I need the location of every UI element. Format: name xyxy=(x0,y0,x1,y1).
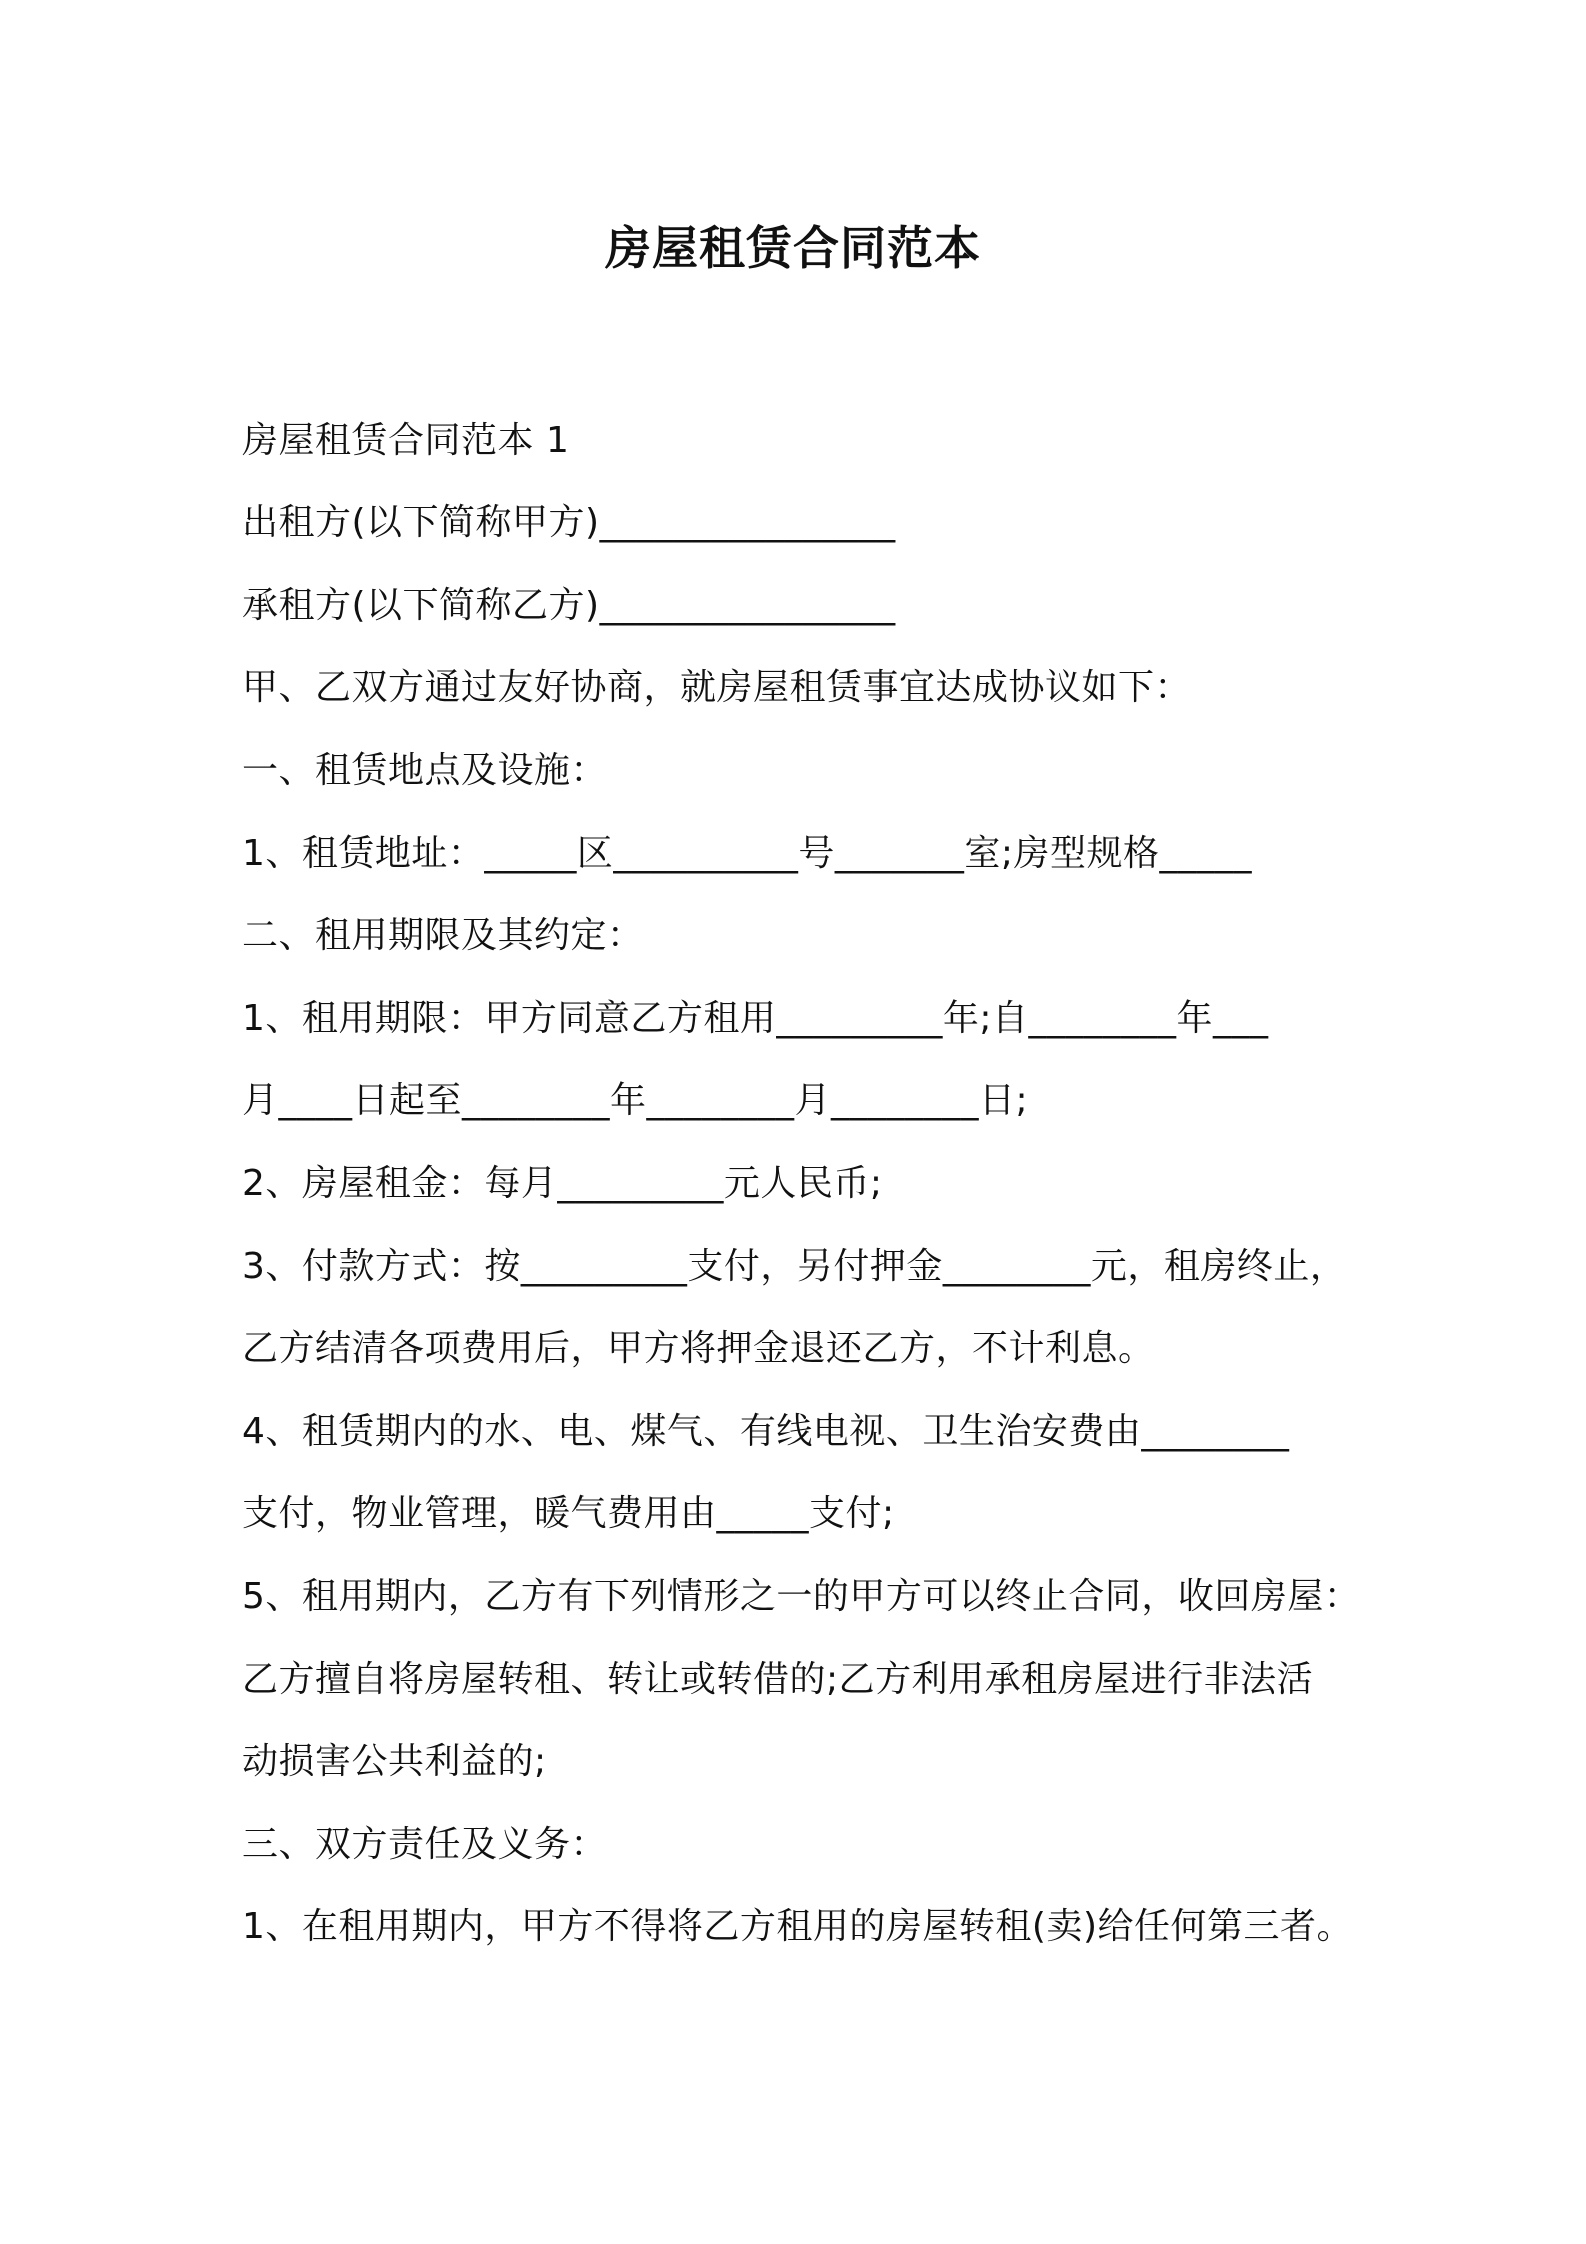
clause-utilities-line-1: 4、租赁期内的水、电、煤气、有线电视、卫生治安费由________ xyxy=(242,1411,1290,1452)
clause-rent: 2、房屋租金：每月_________元人民币; xyxy=(242,1163,883,1204)
article-1-heading: 一、租赁地点及设施： xyxy=(242,750,608,791)
clause-term-line-1: 1、租用期限：甲方同意乙方租用_________年;自________年___ xyxy=(242,998,1269,1039)
clause-address: 1、租赁地址：_____区__________号_______室;房型规格_____ xyxy=(242,833,1253,874)
article-3-heading: 三、双方责任及义务： xyxy=(242,1824,608,1865)
clause-utilities-line-2: 支付，物业管理，暖气费用由_____支付; xyxy=(242,1493,895,1534)
clause-termination-line-2: 乙方擅自将房屋转租、转让或转借的;乙方利用承租房屋进行非法活 xyxy=(242,1659,1314,1700)
lessor-line: 出租方(以下简称甲方)________________ xyxy=(242,502,896,543)
section-heading-1: 房屋租赁合同范本 1 xyxy=(242,420,570,461)
clause-no-sublet: 1、在租用期内，甲方不得将乙方租用的房屋转租(卖)给任何第三者。 xyxy=(242,1906,1353,1947)
clause-payment-line-2: 乙方结清各项费用后，甲方将押金退还乙方，不计利息。 xyxy=(242,1328,1155,1369)
agreement-intro: 甲、乙双方通过友好协商，就房屋租赁事宜达成协议如下： xyxy=(242,667,1192,708)
document-title: 房屋租赁合同范本 xyxy=(605,221,981,275)
article-2-heading: 二、租用期限及其约定： xyxy=(242,915,644,956)
clause-payment-line-1: 3、付款方式：按_________支付，另付押金________元，租房终止， xyxy=(242,1246,1347,1287)
lessee-line: 承租方(以下简称乙方)________________ xyxy=(242,585,896,626)
clause-termination-line-3: 动损害公共利益的; xyxy=(242,1741,547,1782)
clause-termination-line-1: 5、租用期内，乙方有下列情形之一的甲方可以终止合同，收回房屋： xyxy=(242,1576,1361,1617)
clause-term-line-2: 月____日起至________年________月________日; xyxy=(242,1080,1029,1121)
